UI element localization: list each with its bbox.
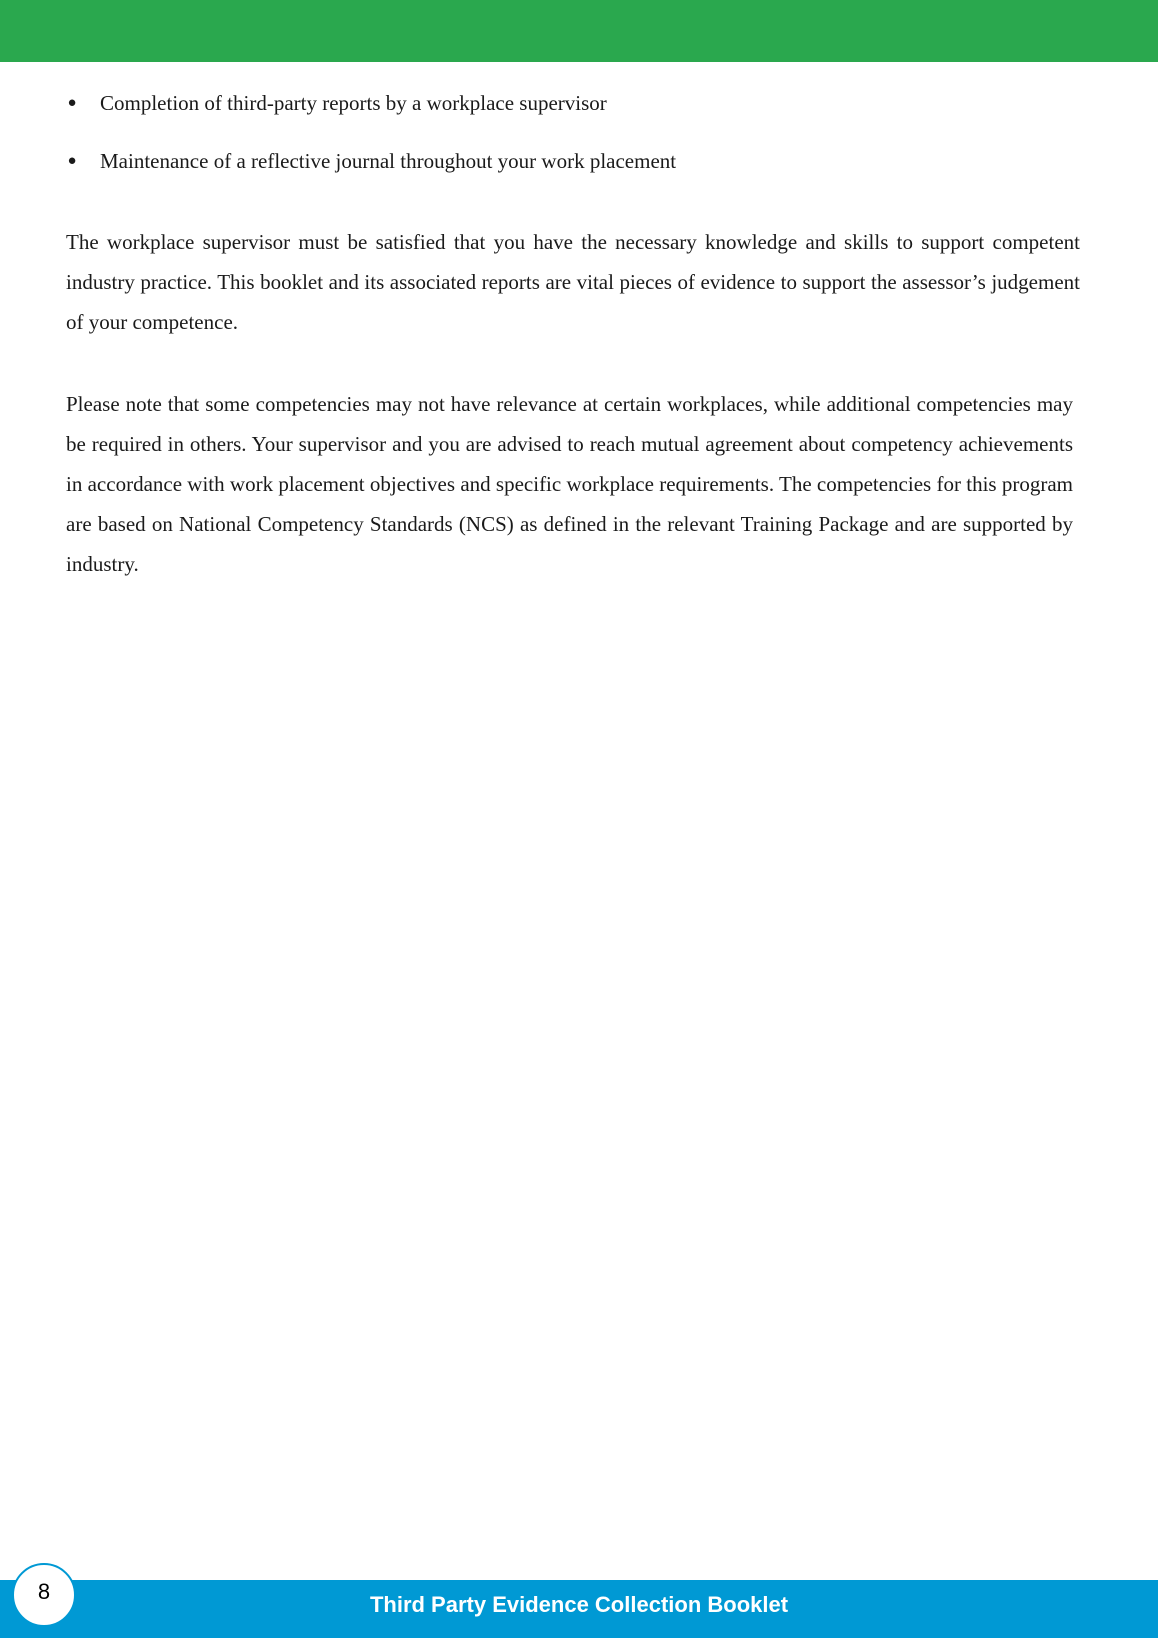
bullet-text: Completion of third-party reports by a workplace supervisor (100, 91, 607, 115)
bullet-text: Maintenance of a reflective journal throughout your work placement (100, 149, 677, 173)
bullet-dot-icon: ● (67, 153, 77, 169)
paragraph-supervisor-satisfaction: The workplace supervisor must be satisfied that you have the necessary knowledge and skills to support competent industry practice. This booklet and its associated reports are vital pieces of evidence to support the assessor’s judgement of your competence. (66, 230, 1080, 334)
bullet-item (66, 146, 1086, 176)
paragraph-competency-note: Please note that some competencies may not have relevance at certain workplaces, while additional competencies may be required in others. Your supervisor and you are advised to reach mutual agreement about competency achievements in accordance with work placement objectives and specific workplace requirements. The competencies for this program are based on National Competency Standards (NCS) as defined in the relevant Training Package and are supported by industry. (66, 392, 1073, 576)
header-band (0, 0, 1158, 62)
bullet-item (66, 88, 1086, 118)
bullet-dot-icon: ● (67, 95, 77, 111)
footer-title: Third Party Evidence Collection Booklet (369, 1592, 789, 1617)
bullet-list (66, 88, 1086, 204)
page-number-badge: 8 (12, 1563, 76, 1627)
